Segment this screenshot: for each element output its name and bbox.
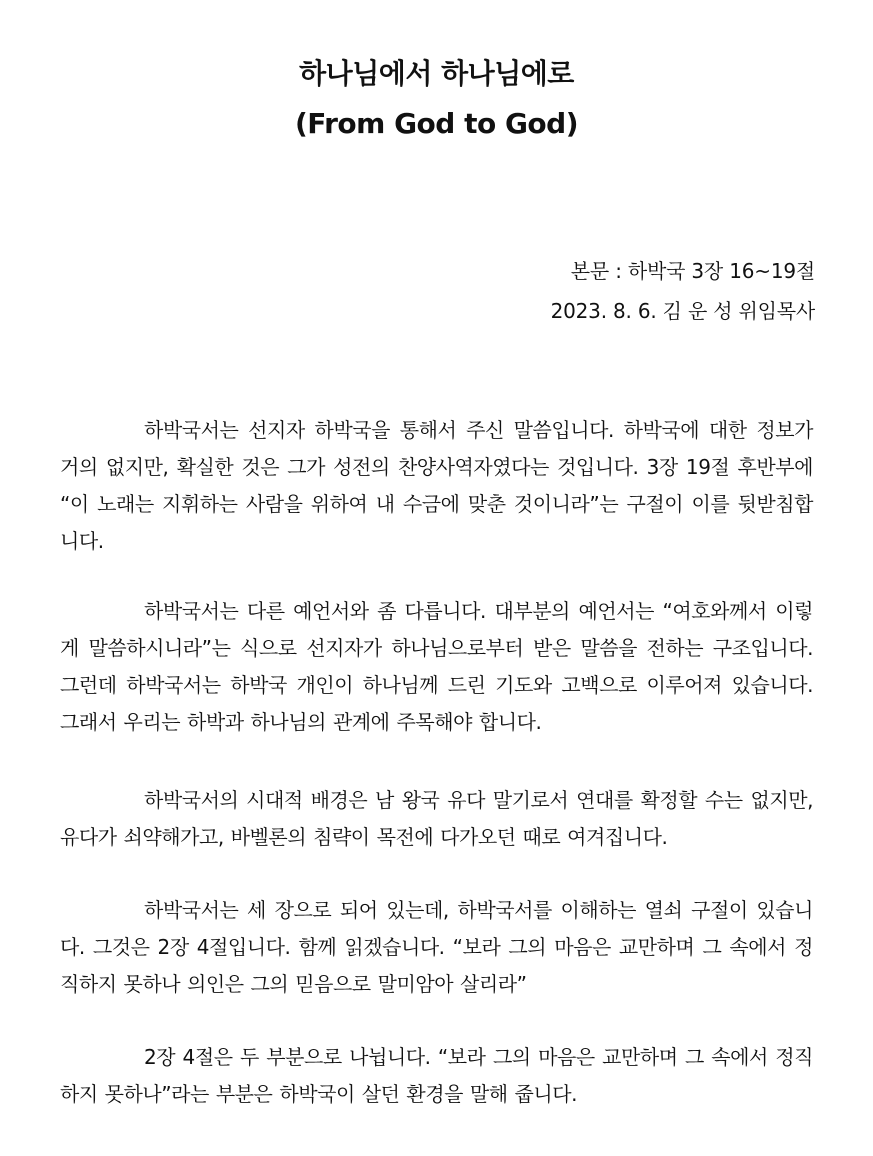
scripture-reference: 본문 : 하박국 3장 16~19절 xyxy=(570,259,815,283)
body-paragraph-1: 하박국서는 선지자 하박국을 통해서 주신 말씀입니다. 하박국에 대한 정보가 거의 없지만, 확실한 것은 그가 성전의 찬양사역자였다는 것입니다. 3장 19절 후반부에 “이 노래는 지휘하는 사람을 위하여 내 수금에 맞춘 것이니라”는 구절이 이를 뒷받침합니다. xyxy=(60,418,813,553)
body-paragraph-3: 하박국서의 시대적 배경은 남 왕국 유다 말기로서 연대를 확정할 수는 없지만, 유다가 쇠약해가고, 바벨론의 침략이 목전에 다가오던 때로 여겨집니다. xyxy=(60,788,813,849)
body-paragraph-5: 2장 4절은 두 부분으로 나뉩니다. “보라 그의 마음은 교만하며 그 속에서 정직하지 못하나”라는 부분은 하박국이 살던 환경을 말해 줍니다. xyxy=(60,1045,813,1106)
body-paragraph-2: 하박국서는 다른 예언서와 좀 다릅니다. 대부분의 예언서는 “여호와께서 이렇게 말씀하시니라”는 식으로 선지자가 하나님으로부터 받은 말씀을 전하는 구조입니다. 그런데 하박국서는 하박국 개인이 하나님께 드린 기도와 고백으로 이루어져 있습니다. 그래서 우리는 하박과 하나님의 관계에 주목해야 합니다. xyxy=(60,599,813,734)
sermon-title: 하나님에서 하나님에로 xyxy=(299,57,574,90)
sermon-subtitle: (From God to God) xyxy=(294,107,579,140)
date-and-author: 2023. 8. 6. 김 운 성 위임목사 xyxy=(550,299,815,323)
body-paragraph-4: 하박국서는 세 장으로 되어 있는데, 하박국서를 이해하는 열쇠 구절이 있습니다. 그것은 2장 4절입니다. 함께 읽겠습니다. “보라 그의 마음은 교만하며 그 속에서 정직하지 못하나 의인은 그의 믿음으로 말미암아 살리라” xyxy=(60,898,813,996)
